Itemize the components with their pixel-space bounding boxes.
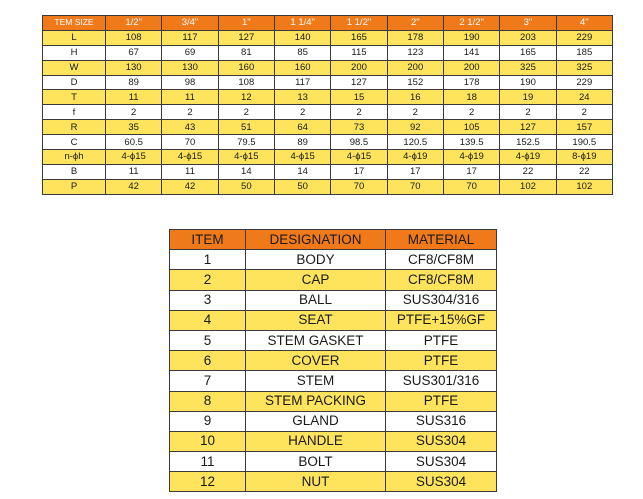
- dimension-value: 22: [556, 164, 612, 179]
- dimension-value: 127: [331, 75, 387, 90]
- dimension-value: 70: [387, 179, 443, 194]
- part-material: PTFE+15%GF: [386, 310, 497, 330]
- dimension-value: 102: [556, 179, 612, 194]
- parts-table-body: [170, 230, 497, 492]
- part-designation: NUT: [246, 472, 386, 492]
- header-size: 2 1/2": [443, 16, 499, 31]
- dimension-value: 35: [106, 120, 162, 135]
- dimension-value: 165: [331, 30, 387, 45]
- part-row: [170, 290, 497, 310]
- dimension-value: 130: [162, 60, 218, 75]
- dimension-value: 12: [218, 90, 274, 105]
- dimension-value: 157: [556, 120, 612, 135]
- dimension-value: 89: [106, 75, 162, 90]
- part-material: SUS316: [386, 411, 497, 431]
- dimension-value: 51: [218, 120, 274, 135]
- dimension-value: 2: [500, 105, 556, 120]
- dimension-value: 229: [556, 75, 612, 90]
- dimension-value: 89: [274, 135, 330, 150]
- parts-header-row: [170, 230, 497, 250]
- dimension-label: R: [43, 120, 106, 135]
- dimension-value: 70: [331, 179, 387, 194]
- dimension-label: f: [43, 105, 106, 120]
- dimension-value: 24: [556, 90, 612, 105]
- header-size: 1/2": [106, 16, 162, 31]
- part-row: [170, 310, 497, 330]
- dimension-value: 4-ϕ15: [218, 150, 274, 165]
- part-item-number: 10: [170, 431, 246, 451]
- part-designation: STEM GASKET: [246, 330, 386, 350]
- dimension-value: 2: [556, 105, 612, 120]
- header-size: 4": [556, 16, 612, 31]
- dimension-value: 160: [218, 60, 274, 75]
- part-item-number: 11: [170, 452, 246, 472]
- dimension-value: 14: [274, 164, 330, 179]
- dimension-value: 178: [387, 30, 443, 45]
- part-material: SUS304: [386, 452, 497, 472]
- dimension-label: n-ϕh: [43, 150, 106, 165]
- dimension-value: 2: [106, 105, 162, 120]
- header-designation: DESIGNATION: [246, 230, 386, 250]
- part-designation: BOLT: [246, 452, 386, 472]
- dimension-value: 141: [443, 45, 499, 60]
- dimension-label: P: [43, 179, 106, 194]
- dimension-value: 4-ϕ15: [162, 150, 218, 165]
- dimension-value: 2: [218, 105, 274, 120]
- dimension-label: H: [43, 45, 106, 60]
- part-row: [170, 250, 497, 270]
- dimension-value: 203: [500, 30, 556, 45]
- dimension-value: 4-ϕ19: [387, 150, 443, 165]
- dimension-value: 64: [274, 120, 330, 135]
- dimension-row: [43, 45, 613, 60]
- part-row: [170, 411, 497, 431]
- dimension-value: 70: [443, 179, 499, 194]
- dimension-label: D: [43, 75, 106, 90]
- dimension-row: [43, 135, 613, 150]
- dimension-value: 69: [162, 45, 218, 60]
- dimension-value: 4-ϕ19: [443, 150, 499, 165]
- part-item-number: 1: [170, 250, 246, 270]
- part-designation: STEM PACKING: [246, 391, 386, 411]
- dimension-value: 200: [331, 60, 387, 75]
- part-item-number: 8: [170, 391, 246, 411]
- part-row: [170, 452, 497, 472]
- dimension-value: 105: [443, 120, 499, 135]
- dimension-value: 127: [500, 120, 556, 135]
- dimension-value: 8-ϕ19: [556, 150, 612, 165]
- dimension-label: L: [43, 30, 106, 45]
- dimension-value: 50: [274, 179, 330, 194]
- dimensions-table-body: [43, 16, 613, 195]
- header-size: 3/4": [162, 16, 218, 31]
- dimension-value: 2: [162, 105, 218, 120]
- header-size: 1 1/2": [331, 16, 387, 31]
- part-material: SUS304: [386, 472, 497, 492]
- dimension-value: 16: [387, 90, 443, 105]
- dimension-value: 11: [162, 164, 218, 179]
- dimension-value: 152: [387, 75, 443, 90]
- part-row: [170, 472, 497, 492]
- part-designation: SEAT: [246, 310, 386, 330]
- dimension-value: 120.5: [387, 135, 443, 150]
- dimension-row: [43, 30, 613, 45]
- header-size: 1 1/4": [274, 16, 330, 31]
- dimension-value: 139.5: [443, 135, 499, 150]
- dimension-value: 108: [106, 30, 162, 45]
- part-row: [170, 391, 497, 411]
- part-material: SUS304/316: [386, 290, 497, 310]
- dimension-value: 2: [387, 105, 443, 120]
- part-material: CF8/CF8M: [386, 250, 497, 270]
- dimensions-table: [42, 15, 613, 195]
- dimension-row: [43, 75, 613, 90]
- header-item-size: TEM SIZE: [43, 16, 106, 31]
- parts-table: [169, 229, 497, 492]
- dimension-value: 17: [331, 164, 387, 179]
- part-item-number: 9: [170, 411, 246, 431]
- dimension-value: 2: [274, 105, 330, 120]
- dimension-value: 190: [500, 75, 556, 90]
- part-designation: HANDLE: [246, 431, 386, 451]
- part-item-number: 7: [170, 371, 246, 391]
- part-material: PTFE: [386, 351, 497, 371]
- dimension-value: 18: [443, 90, 499, 105]
- dimension-row: [43, 164, 613, 179]
- dimension-row: [43, 105, 613, 120]
- part-item-number: 2: [170, 270, 246, 290]
- dimension-value: 115: [331, 45, 387, 60]
- dimension-value: 325: [500, 60, 556, 75]
- dimension-value: 178: [443, 75, 499, 90]
- part-material: CF8/CF8M: [386, 270, 497, 290]
- dimension-value: 17: [387, 164, 443, 179]
- part-designation: COVER: [246, 351, 386, 371]
- dimension-row: [43, 120, 613, 135]
- dimension-value: 200: [443, 60, 499, 75]
- header-size: 3": [500, 16, 556, 31]
- dimension-value: 42: [162, 179, 218, 194]
- part-item-number: 12: [170, 472, 246, 492]
- part-row: [170, 371, 497, 391]
- dimension-row: [43, 90, 613, 105]
- dimension-value: 2: [443, 105, 499, 120]
- dimension-value: 165: [500, 45, 556, 60]
- part-material: SUS301/316: [386, 371, 497, 391]
- dimension-value: 13: [274, 90, 330, 105]
- part-row: [170, 330, 497, 350]
- dimension-value: 67: [106, 45, 162, 60]
- dimension-label: C: [43, 135, 106, 150]
- dimension-value: 200: [387, 60, 443, 75]
- dimension-value: 79.5: [218, 135, 274, 150]
- dimension-value: 130: [106, 60, 162, 75]
- dimension-value: 160: [274, 60, 330, 75]
- dimension-value: 11: [162, 90, 218, 105]
- dimension-value: 22: [500, 164, 556, 179]
- dimension-value: 127: [218, 30, 274, 45]
- dimension-value: 190.5: [556, 135, 612, 150]
- dimension-value: 140: [274, 30, 330, 45]
- dimension-value: 43: [162, 120, 218, 135]
- dimension-value: 14: [218, 164, 274, 179]
- dimension-value: 190: [443, 30, 499, 45]
- part-item-number: 5: [170, 330, 246, 350]
- header-size: 2": [387, 16, 443, 31]
- dimension-value: 98.5: [331, 135, 387, 150]
- header-size: 1": [218, 16, 274, 31]
- dimension-value: 11: [106, 90, 162, 105]
- part-designation: BALL: [246, 290, 386, 310]
- part-row: [170, 431, 497, 451]
- header-item: ITEM: [170, 230, 246, 250]
- dimension-value: 152.5: [500, 135, 556, 150]
- dimension-value: 4-ϕ15: [274, 150, 330, 165]
- dimension-value: 117: [274, 75, 330, 90]
- dimensions-header-row: [43, 16, 613, 31]
- dimension-value: 4-ϕ15: [106, 150, 162, 165]
- dimension-value: 229: [556, 30, 612, 45]
- dimension-value: 98: [162, 75, 218, 90]
- part-designation: GLAND: [246, 411, 386, 431]
- part-item-number: 3: [170, 290, 246, 310]
- dimension-row: [43, 60, 613, 75]
- dimension-value: 108: [218, 75, 274, 90]
- dimension-value: 50: [218, 179, 274, 194]
- part-designation: BODY: [246, 250, 386, 270]
- dimension-value: 15: [331, 90, 387, 105]
- dimension-value: 42: [106, 179, 162, 194]
- dimension-value: 11: [106, 164, 162, 179]
- dimension-label: B: [43, 164, 106, 179]
- dimension-value: 4-ϕ15: [331, 150, 387, 165]
- dimension-value: 19: [500, 90, 556, 105]
- dimension-value: 85: [274, 45, 330, 60]
- dimension-value: 102: [500, 179, 556, 194]
- dimension-value: 70: [162, 135, 218, 150]
- part-material: SUS304: [386, 431, 497, 451]
- header-material: MATERIAL: [386, 230, 497, 250]
- part-designation: STEM: [246, 371, 386, 391]
- dimension-value: 2: [331, 105, 387, 120]
- dimension-value: 4-ϕ19: [500, 150, 556, 165]
- dimension-value: 17: [443, 164, 499, 179]
- dimension-label: T: [43, 90, 106, 105]
- dimension-row: [43, 150, 613, 165]
- dimension-value: 81: [218, 45, 274, 60]
- part-designation: CAP: [246, 270, 386, 290]
- dimension-value: 123: [387, 45, 443, 60]
- dimension-value: 60.5: [106, 135, 162, 150]
- part-item-number: 4: [170, 310, 246, 330]
- dimension-label: W: [43, 60, 106, 75]
- dimension-row: [43, 179, 613, 194]
- dimension-value: 117: [162, 30, 218, 45]
- dimension-value: 185: [556, 45, 612, 60]
- dimension-value: 92: [387, 120, 443, 135]
- part-row: [170, 270, 497, 290]
- dimension-value: 73: [331, 120, 387, 135]
- dimension-value: 325: [556, 60, 612, 75]
- part-material: PTFE: [386, 391, 497, 411]
- part-material: PTFE: [386, 330, 497, 350]
- part-item-number: 6: [170, 351, 246, 371]
- part-row: [170, 351, 497, 371]
